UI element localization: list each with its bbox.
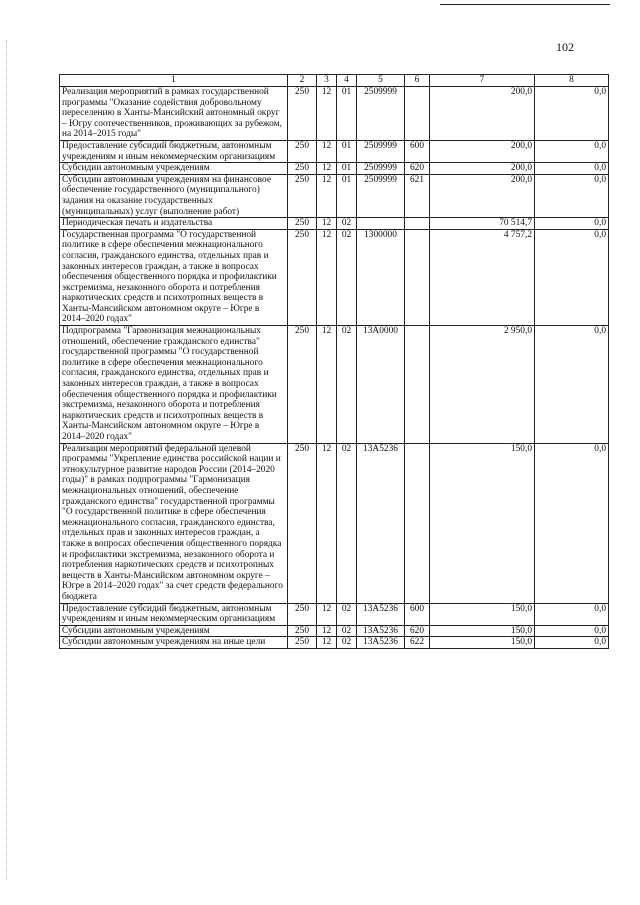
cell-col8: 0,0 xyxy=(535,326,609,444)
table-row xyxy=(60,229,609,325)
cell-col4: 02 xyxy=(337,443,357,603)
cell-col2: 250 xyxy=(288,443,317,603)
table-row xyxy=(60,140,609,162)
cell-col4: 02 xyxy=(337,229,357,325)
page-number: 102 xyxy=(556,40,574,54)
row-name: Субсидии автономным учреждениям xyxy=(60,163,288,175)
cell-col7: 4 757,2 xyxy=(430,229,535,325)
cell-col2: 250 xyxy=(288,218,317,230)
col-header-3: 3 xyxy=(317,75,337,87)
col-header-7: 7 xyxy=(430,75,535,87)
row-name: Реализация мероприятий федеральной целевой программы "Укрепление единства российской нации и этнокультурное развитие народов России (2014–2020 годы)" в рамках подпрограммы "Гармонизация межнациональных отношений, обеспечение гражданского единства" государственной программы "О государственной политике в сфере обеспечения межнационального согласия, гражданского единства, отдельных прав и законных интересов граждан, а также в вопросах обеспечения общественного порядка и профилактики экстремизма, незаконного оборота и потребления наркотических средств и психотропных веществ в Ханты-Мансийском автономном округе – Югре в 2014–2020 годах" за счет средств федерального бюджета xyxy=(60,443,288,603)
cell-col6 xyxy=(405,87,430,141)
cell-col8: 0,0 xyxy=(535,163,609,175)
cell-col7: 200,0 xyxy=(430,174,535,217)
cell-col4: 02 xyxy=(337,637,357,649)
cell-col5: 2509999 xyxy=(357,174,405,217)
col-header-5: 5 xyxy=(357,75,405,87)
cell-col6: 600 xyxy=(405,140,430,162)
cell-col7: 200,0 xyxy=(430,87,535,141)
cell-col2: 250 xyxy=(288,174,317,217)
cell-col3: 12 xyxy=(317,326,337,444)
col-header-6: 6 xyxy=(405,75,430,87)
cell-col5: 13А5236 xyxy=(357,637,405,649)
row-name: Субсидии автономным учреждениям на финансовое обеспечение государственного (муниципального) задания на оказание государственных (муниципальных) услуг (выполнение работ) xyxy=(60,174,288,217)
cell-col2: 250 xyxy=(288,87,317,141)
cell-col6 xyxy=(405,443,430,603)
row-name: Предоставление субсидий бюджетным, автономным учреждениям и иным некоммерческим организациям xyxy=(60,140,288,162)
scan-edge xyxy=(6,40,7,880)
table-row xyxy=(60,443,609,603)
cell-col7: 70 514,7 xyxy=(430,218,535,230)
table-row xyxy=(60,625,609,637)
cell-col3: 12 xyxy=(317,443,337,603)
cell-col8: 0,0 xyxy=(535,229,609,325)
cell-col8: 0,0 xyxy=(535,443,609,603)
cell-col7: 150,0 xyxy=(430,603,535,625)
table-row xyxy=(60,603,609,625)
table-row xyxy=(60,163,609,175)
row-name: Субсидии автономным учреждениям xyxy=(60,625,288,637)
cell-col6: 620 xyxy=(405,163,430,175)
table-row xyxy=(60,87,609,141)
cell-col8: 0,0 xyxy=(535,625,609,637)
cell-col3: 12 xyxy=(317,163,337,175)
cell-col3: 12 xyxy=(317,637,337,649)
col-header-4: 4 xyxy=(337,75,357,87)
cell-col4: 01 xyxy=(337,163,357,175)
cell-col7: 150,0 xyxy=(430,625,535,637)
cell-col6: 620 xyxy=(405,625,430,637)
cell-col5: 13А5236 xyxy=(357,443,405,603)
table-row xyxy=(60,218,609,230)
cell-col3: 12 xyxy=(317,140,337,162)
cell-col5: 13А0000 xyxy=(357,326,405,444)
row-name: Реализация мероприятий в рамках государственной программы "Оказание содействия добровольному переселению в Ханты-Мансийский автономный округ – Югру соотечественников, проживающих за рубежом, на 2014–2015 годы" xyxy=(60,87,288,141)
cell-col6 xyxy=(405,326,430,444)
cell-col6 xyxy=(405,229,430,325)
cell-col3: 12 xyxy=(317,229,337,325)
cell-col7: 150,0 xyxy=(430,443,535,603)
cell-col3: 12 xyxy=(317,87,337,141)
cell-col3: 12 xyxy=(317,174,337,217)
cell-col8: 0,0 xyxy=(535,140,609,162)
row-name: Государственная программа "О государственной политике в сфере обеспечения межнационального согласия, гражданского единства, отдельных прав и законных интересов граждан, а также в вопросах обеспечения общественного порядка и профилактики экстремизма, незаконного оборота и потребления наркотических средств и психотропных веществ в Ханты-Мансийском автономном округе – Югре в 2014–2020 годах" xyxy=(60,229,288,325)
cell-col4: 01 xyxy=(337,140,357,162)
cell-col8: 0,0 xyxy=(535,603,609,625)
cell-col2: 250 xyxy=(288,326,317,444)
cell-col5: 13А5236 xyxy=(357,625,405,637)
cell-col3: 12 xyxy=(317,603,337,625)
cell-col6: 600 xyxy=(405,603,430,625)
cell-col4: 02 xyxy=(337,603,357,625)
cell-col5: 13А5236 xyxy=(357,603,405,625)
cell-col2: 250 xyxy=(288,625,317,637)
cell-col4: 01 xyxy=(337,87,357,141)
top-rule xyxy=(440,4,610,5)
cell-col2: 250 xyxy=(288,229,317,325)
cell-col8: 0,0 xyxy=(535,637,609,649)
cell-col4: 01 xyxy=(337,174,357,217)
cell-col7: 2 950,0 xyxy=(430,326,535,444)
col-header-1: 1 xyxy=(60,75,288,87)
cell-col8: 0,0 xyxy=(535,174,609,217)
cell-col6 xyxy=(405,218,430,230)
cell-col3: 12 xyxy=(317,218,337,230)
cell-col7: 200,0 xyxy=(430,163,535,175)
cell-col5 xyxy=(357,218,405,230)
cell-col3: 12 xyxy=(317,625,337,637)
cell-col5: 2509999 xyxy=(357,140,405,162)
table-row xyxy=(60,326,609,444)
cell-col2: 250 xyxy=(288,163,317,175)
cell-col4: 02 xyxy=(337,218,357,230)
cell-col2: 250 xyxy=(288,140,317,162)
cell-col8: 0,0 xyxy=(535,87,609,141)
table-row xyxy=(60,174,609,217)
cell-col2: 250 xyxy=(288,603,317,625)
cell-col2: 250 xyxy=(288,637,317,649)
row-name: Периодическая печать и издательства xyxy=(60,218,288,230)
cell-col6: 622 xyxy=(405,637,430,649)
cell-col4: 02 xyxy=(337,326,357,444)
row-name: Предоставление субсидий бюджетным, автономным учреждениям и иным некоммерческим организациям xyxy=(60,603,288,625)
table-row xyxy=(60,637,609,649)
cell-col5: 1300000 xyxy=(357,229,405,325)
col-header-8: 8 xyxy=(535,75,609,87)
row-name: Субсидии автономным учреждениям на иные цели xyxy=(60,637,288,649)
table-header-row xyxy=(60,75,609,87)
cell-col5: 2509999 xyxy=(357,163,405,175)
row-name: Подпрограмма "Гармонизация межнациональных отношений, обеспечение гражданского единства" государственной программы "О государственной политике в сфере обеспечения межнационального согласия, гражданского единства, отдельных прав и законных интересов граждан, а также в вопросах обеспечения общественного порядка и профилактики экстремизма, незаконного оборота и потребления наркотических средств и психотропных веществ в Ханты-Мансийском автономном округе – Югре в 2014–2020 годах" xyxy=(60,326,288,444)
cell-col8: 0,0 xyxy=(535,218,609,230)
col-header-2: 2 xyxy=(288,75,317,87)
cell-col5: 2509999 xyxy=(357,87,405,141)
cell-col7: 150,0 xyxy=(430,637,535,649)
cell-col6: 621 xyxy=(405,174,430,217)
cell-col7: 200,0 xyxy=(430,140,535,162)
budget-table xyxy=(59,74,609,649)
cell-col4: 02 xyxy=(337,625,357,637)
